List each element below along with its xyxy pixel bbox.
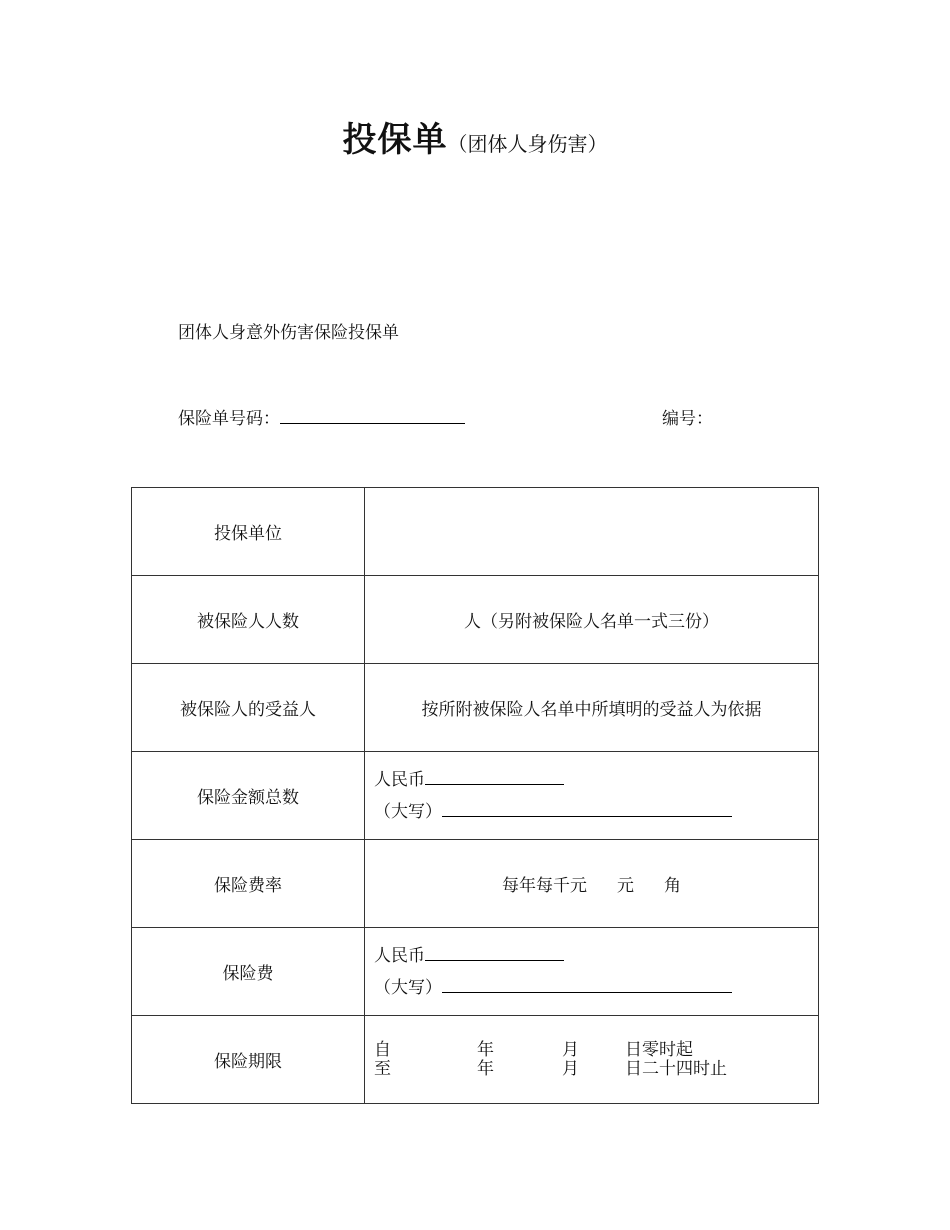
premium-rate-label: 保险费率: [132, 840, 365, 928]
table-row: [132, 664, 819, 752]
sum-insured-field: [365, 752, 819, 840]
premium-rmb-label: 人民币: [374, 945, 425, 966]
premium-rate-field[interactable]: [365, 840, 819, 928]
premium-capital-field[interactable]: [442, 976, 732, 993]
period-field[interactable]: [365, 1016, 819, 1104]
period-from-prefix: 自: [374, 1039, 391, 1060]
period-to-month: 月: [562, 1058, 579, 1079]
insured-count-label: 被保险人人数: [132, 576, 365, 664]
insured-count-field[interactable]: 人（另附被保险人名单一式三份）: [365, 576, 819, 664]
sum-insured-rmb-field[interactable]: [425, 768, 564, 785]
document-title: [0, 112, 950, 161]
period-to-row: [374, 1060, 818, 1079]
sum-insured-capital-field[interactable]: [442, 800, 732, 817]
period-from-year: 年: [477, 1039, 494, 1060]
policy-number-field[interactable]: [280, 407, 465, 424]
premium-label: 保险费: [132, 928, 365, 1016]
table-row: [132, 488, 819, 576]
table-row: [132, 1016, 819, 1104]
beneficiary-value: 按所附被保险人名单中所填明的受益人为依据: [365, 664, 819, 752]
sum-insured-rmb-label: 人民币: [374, 769, 425, 790]
applicant-field[interactable]: [365, 488, 819, 576]
applicant-label: 投保单位: [132, 488, 365, 576]
period-to-year: 年: [477, 1058, 494, 1079]
application-table: [131, 487, 819, 1104]
beneficiary-label: 被保险人的受益人: [132, 664, 365, 752]
table-row: [132, 576, 819, 664]
form-subtitle: 团体人身意外伤害保险投保单: [178, 323, 399, 343]
table-row: [132, 752, 819, 840]
sum-insured-label: 保险金额总数: [132, 752, 365, 840]
serial-number-line: [662, 404, 713, 429]
premium-rate-per-year: 每年每千元: [502, 876, 587, 896]
policy-number-label: 保险单号码：: [178, 409, 280, 429]
premium-rmb-field[interactable]: [425, 944, 564, 961]
period-to-prefix: 至: [374, 1058, 391, 1079]
period-from-suffix: 日零时起: [625, 1039, 693, 1060]
premium-rate-jiao: 角: [664, 876, 681, 896]
premium-field: [365, 928, 819, 1016]
table-row: [132, 840, 819, 928]
period-label: 保险期限: [132, 1016, 365, 1104]
serial-number-label: 编号：: [662, 409, 713, 429]
title-sub: （团体人身伤害）: [447, 132, 608, 156]
period-from-month: 月: [562, 1039, 579, 1060]
table-row: [132, 928, 819, 1016]
premium-rate-yuan: 元: [617, 876, 634, 896]
premium-capital-label: （大写）: [374, 977, 442, 998]
period-from-row: [374, 1041, 818, 1060]
sum-insured-capital-label: （大写）: [374, 801, 442, 822]
period-to-suffix: 日二十四时止: [625, 1058, 727, 1079]
policy-number-line: [178, 404, 465, 429]
title-main: 投保单: [342, 120, 448, 160]
